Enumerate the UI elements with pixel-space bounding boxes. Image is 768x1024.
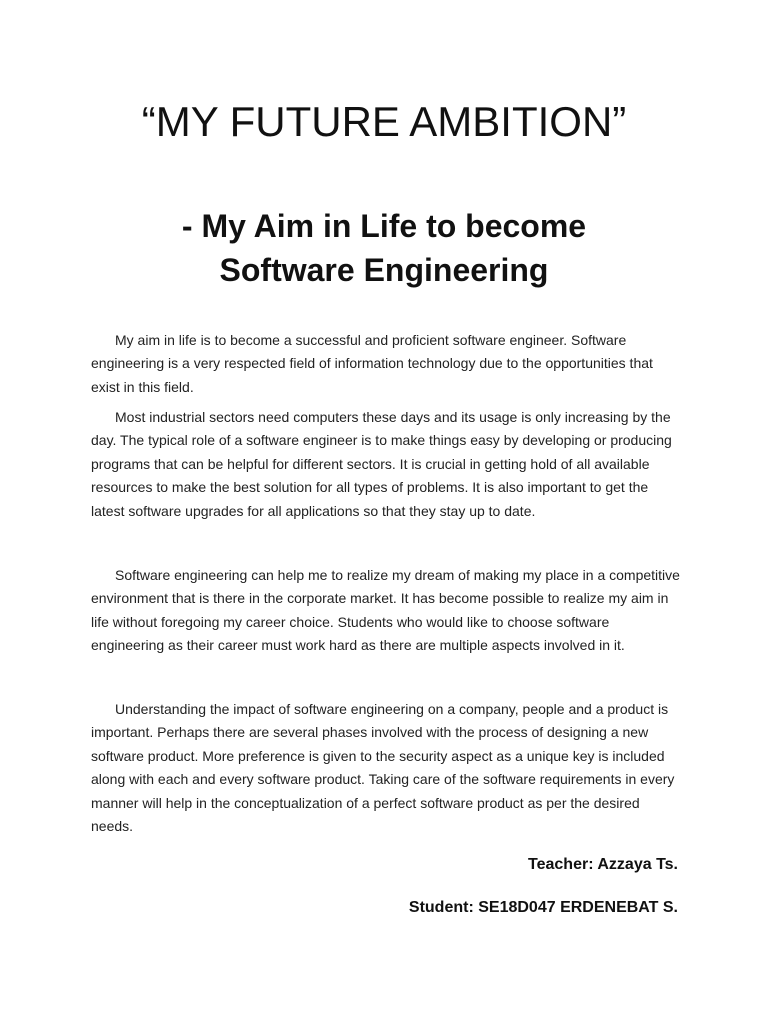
document-subtitle xyxy=(0,204,768,292)
subtitle-line-1: - My Aim in Life to become xyxy=(181,208,587,244)
document-title: “MY FUTURE AMBITION” xyxy=(141,98,627,145)
paragraph-3: Software engineering can help me to realize my dream of making my place in a competitive environment that is there in the corporate market. It has become possible to realize my aim in life without foregoing my career choice. Students who would like to choose software engineering as their career must work hard as there are multiple aspects involved in it. xyxy=(91,567,680,654)
paragraph-1: My aim in life is to become a successful and proficient software engineer. Software engineering is a very respected field of information technology due to the opportunities that exist in this field. xyxy=(91,332,653,395)
subtitle-line-2: Software Engineering xyxy=(219,252,549,288)
paragraph-4: Understanding the impact of software engineering on a company, people and a product is important. Perhaps there are several phases involved with the process of designing a new software product. More preference is given to the security aspect as a unique key is included along with each and every software product. Taking care of the software requirements in every manner will help in the conceptualization of a perfect software product as per the desired needs. xyxy=(91,701,675,835)
teacher-signature: Teacher: Azzaya Ts. xyxy=(528,856,678,873)
student-signature: Student: SE18D047 ERDENEBAT S. xyxy=(408,899,678,916)
paragraph-2: Most industrial sectors need computers these days and its usage is only increasing by the day. The typical role of a software engineer is to make things easy by developing or producing programs that can be helpful for different sectors. It is crucial in getting hold of all available resources to make the best solution for all types of problems. It is also important to get the latest software upgrades for all applications so that they stay up to date. xyxy=(91,409,672,519)
